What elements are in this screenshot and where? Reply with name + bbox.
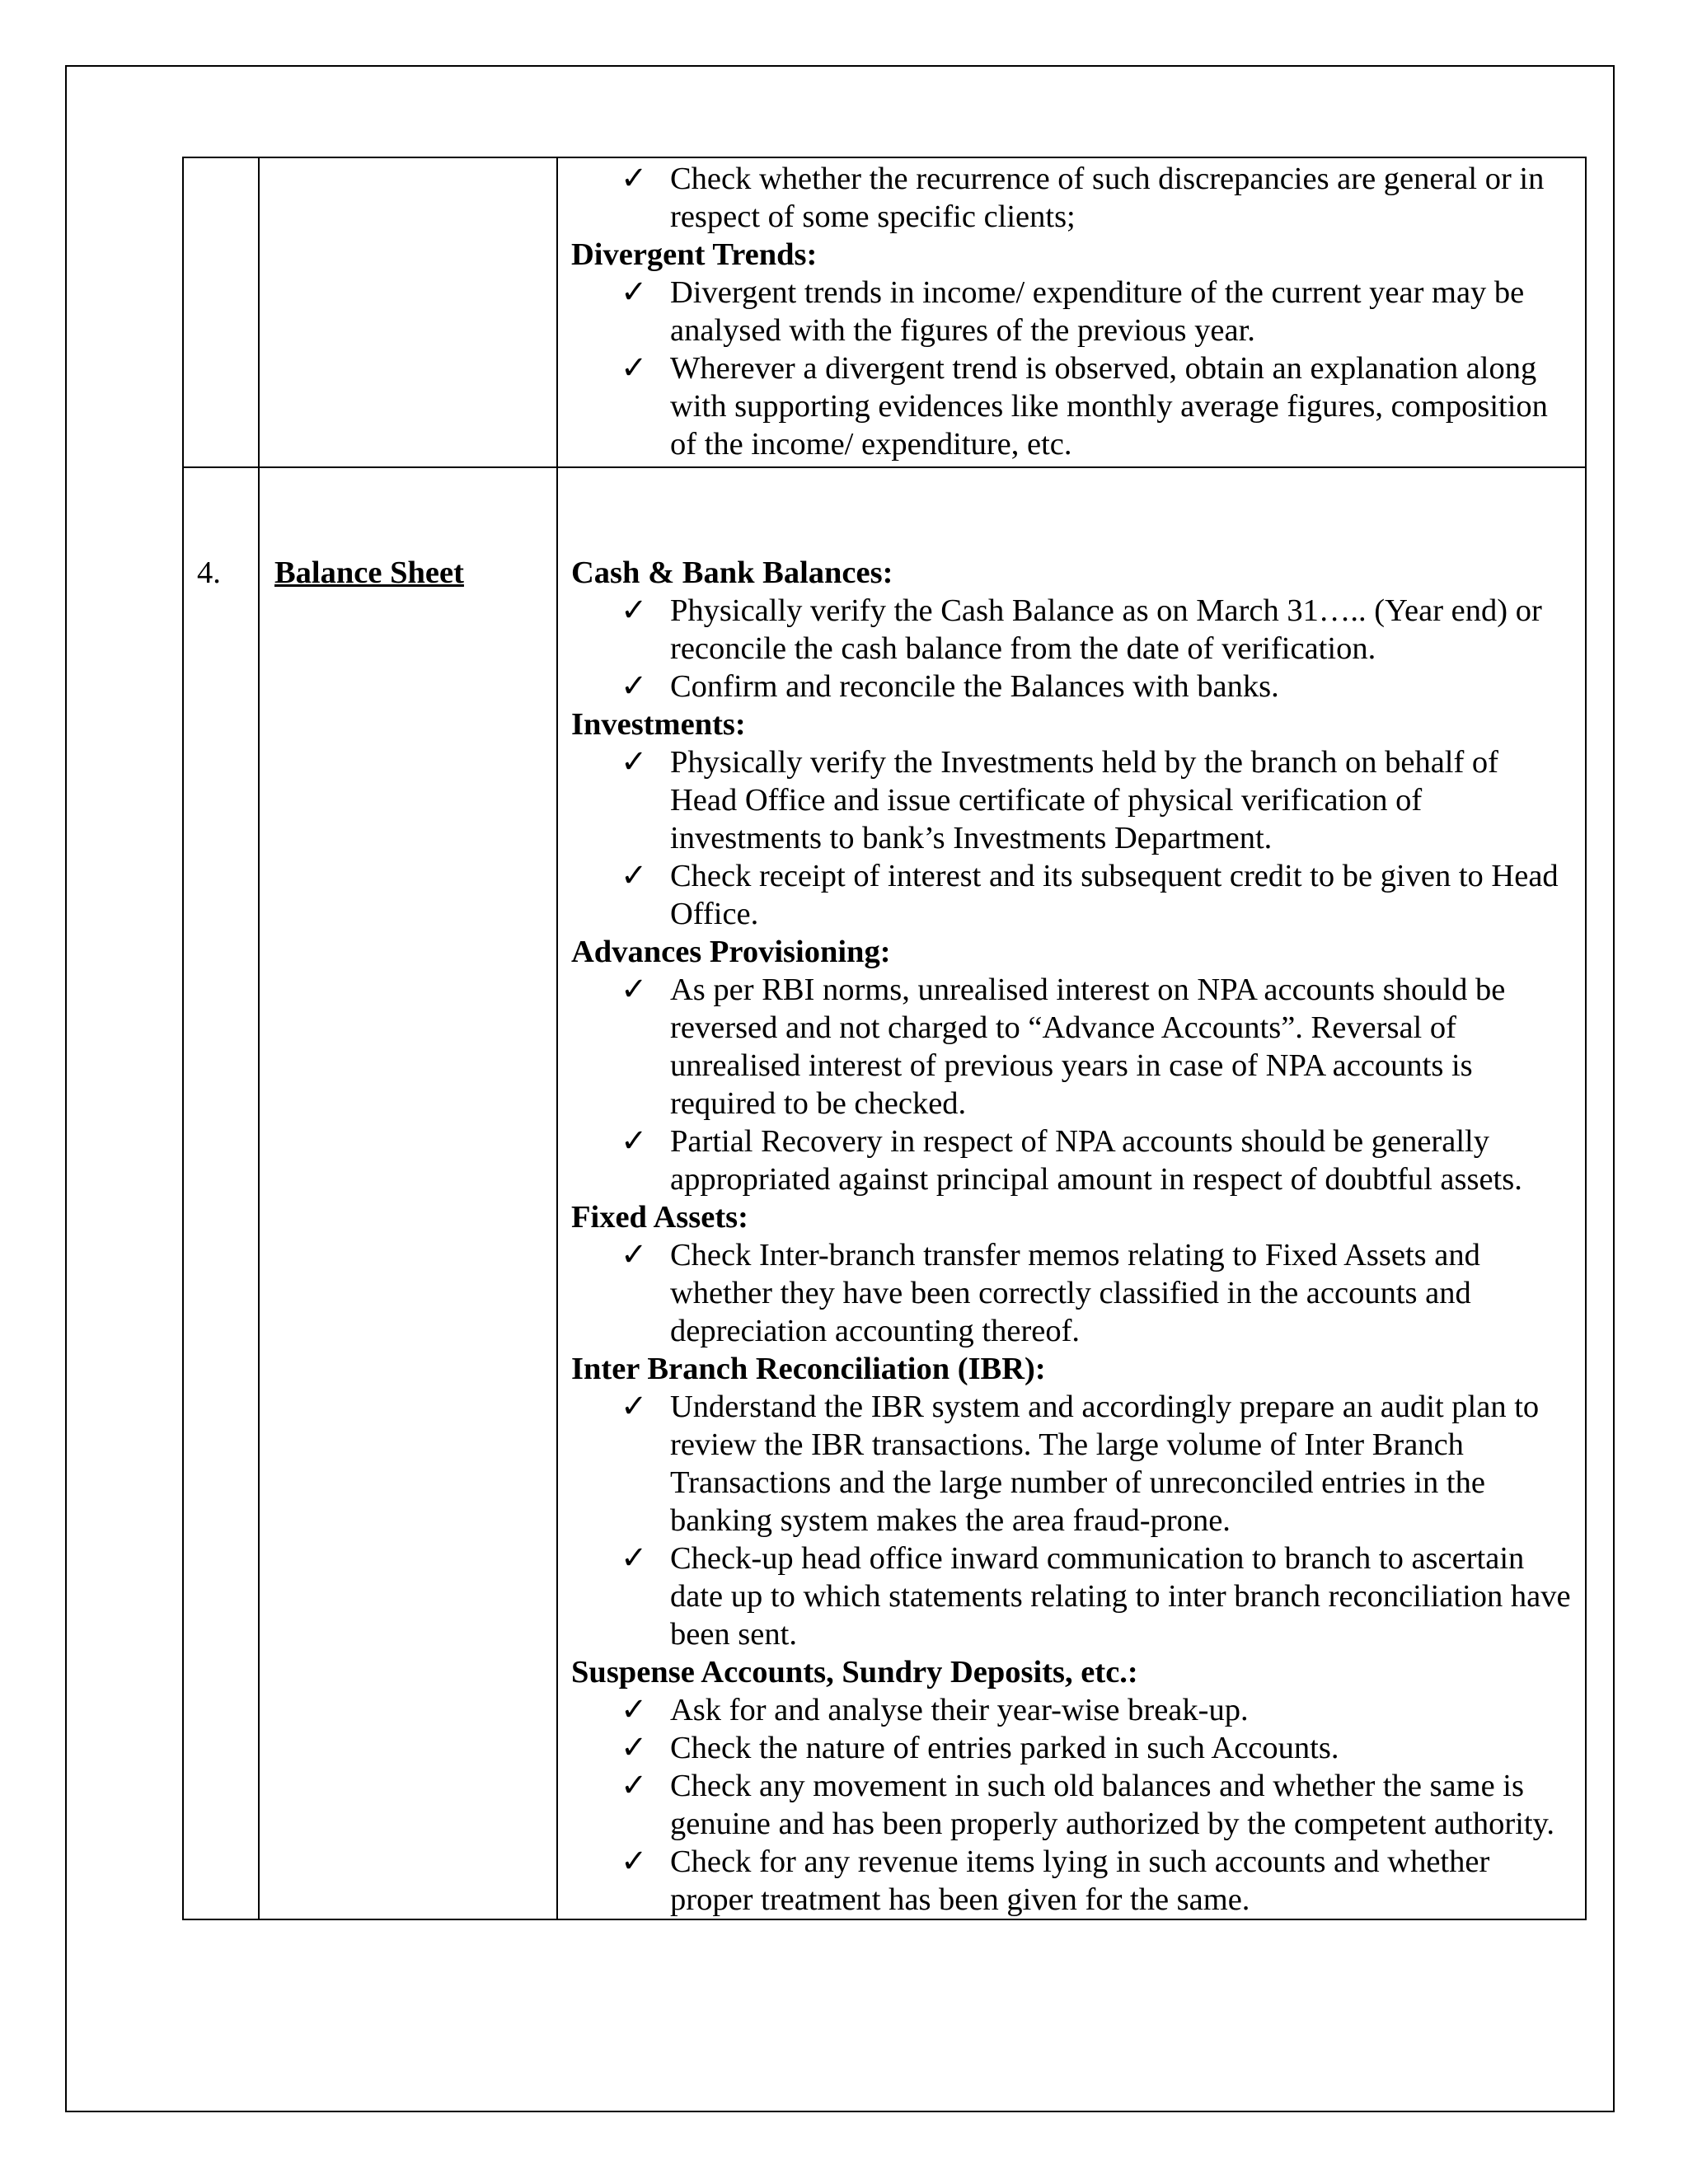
section-heading: Fixed Assets: [571, 1200, 748, 1235]
checklist-cell [557, 467, 1586, 1919]
checklist [571, 592, 1572, 705]
checklist-cell [557, 157, 1586, 467]
checkmark-icon: ✓ [621, 972, 648, 1007]
list-item: ✓ As per RBI norms, unrealised interest on NPA accounts should be reversed and not charged to “Advance Accounts”. Reversal of unrealised interest of previous years in case of NPA accounts is required to be checked. [621, 972, 1506, 1121]
list-item: ✓ Divergent trends in income/ expenditure of the current year may be analysed with the figures of the previous year. [621, 275, 1525, 348]
section-heading: Cash & Bank Balances: [571, 555, 893, 590]
checklist [571, 1388, 1572, 1653]
list-item: ✓ Check for any revenue items lying in such accounts and whether proper treatment has been given for the same. [621, 1844, 1490, 1917]
list-item: ✓ Confirm and reconcile the Balances with banks. [621, 669, 1279, 704]
list-item: ✓ Check the nature of entries parked in such Accounts. [621, 1731, 1339, 1765]
checkmark-icon: ✓ [621, 1238, 648, 1272]
checklist [571, 160, 1572, 236]
checkmark-icon: ✓ [621, 1693, 648, 1727]
serial-number-cell [183, 157, 259, 467]
checklist [571, 971, 1572, 1198]
checkmark-icon: ✓ [621, 275, 648, 310]
list-item: ✓ Physically verify the Investments held by the branch on behalf of Head Office and issue certificate of physical verification of investments to bank’s Investments Department. [621, 745, 1499, 855]
checkmark-icon: ✓ [621, 1124, 648, 1159]
list-item: ✓ Understand the IBR system and accordingly prepare an audit plan to review the IBR transactions. The large volume of Inter Branch Transactions and the large number of unreconciled entries in the banking system makes the area fraud-prone. [621, 1390, 1540, 1538]
audit-area-cell: Balance Sheet [259, 467, 557, 1919]
list-item: ✓ Partial Recovery in respect of NPA accounts should be generally appropriated against principal amount in respect of doubtful assets. [621, 1124, 1522, 1197]
checkmark-icon: ✓ [621, 1541, 648, 1576]
checkmark-icon: ✓ [621, 162, 648, 196]
list-item: ✓ Check-up head office inward communication to branch to ascertain date up to which statements relating to inter branch reconciliation have been sent. [621, 1541, 1571, 1652]
checkmark-icon: ✓ [621, 1844, 648, 1879]
serial-number-cell: 4. [183, 467, 259, 1919]
list-item: ✓ Physically verify the Cash Balance as on March 31….. (Year end) or reconcile the cash balance from the date of verification. [621, 593, 1542, 666]
section-heading: Divergent Trends: [571, 237, 818, 272]
audit-checklist-table [182, 157, 1587, 1920]
list-item: ✓ Check whether the recurrence of such discrepancies are general or in respect of some specific clients; [621, 162, 1545, 234]
checklist [571, 274, 1572, 463]
section-heading: Advances Provisioning: [571, 935, 891, 969]
checkmark-icon: ✓ [621, 351, 648, 386]
checkmark-icon: ✓ [621, 1390, 648, 1424]
checkmark-icon: ✓ [621, 669, 648, 704]
table-row [183, 157, 1586, 467]
checkmark-icon: ✓ [621, 1731, 648, 1765]
list-item: ✓ Check Inter-branch transfer memos relating to Fixed Assets and whether they have been correctly classified in the accounts and depreciation accounting thereof. [621, 1238, 1480, 1348]
list-item: ✓ Check any movement in such old balances and whether the same is genuine and has been properly authorized by the competent authority. [621, 1769, 1554, 1841]
list-item: ✓ Ask for and analyse their year-wise break-up. [621, 1693, 1249, 1727]
list-item: ✓ Wherever a divergent trend is observed, obtain an explanation along with supporting evidences like monthly average figures, composition of the income/ expenditure, etc. [621, 351, 1548, 462]
audit-area-cell [259, 157, 557, 467]
checkmark-icon: ✓ [621, 745, 648, 780]
checklist [571, 1236, 1572, 1350]
checkmark-icon: ✓ [621, 859, 648, 893]
checkmark-icon: ✓ [621, 593, 648, 628]
checklist [571, 1691, 1572, 1919]
checkmark-icon: ✓ [621, 1769, 648, 1803]
checklist [571, 743, 1572, 933]
section-heading: Investments: [571, 707, 746, 742]
section-heading: Suspense Accounts, Sundry Deposits, etc.: [571, 1655, 1138, 1690]
table-row [183, 467, 1586, 1919]
list-item: ✓ Check receipt of interest and its subsequent credit to be given to Head Office. [621, 859, 1559, 931]
section-heading: Inter Branch Reconciliation (IBR): [571, 1352, 1046, 1386]
